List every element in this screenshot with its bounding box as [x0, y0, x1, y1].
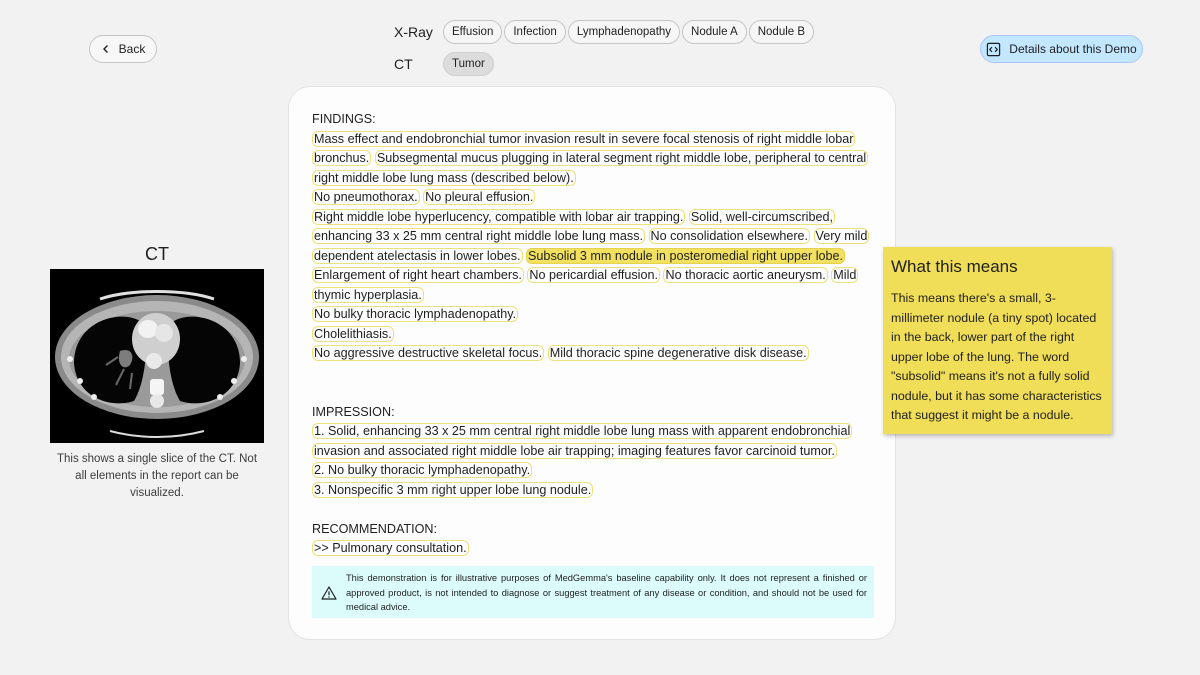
finding-span[interactable]: No aggressive destructive skeletal focus. — [314, 346, 543, 360]
recommendation-span[interactable]: >> Pulmonary consultation. — [314, 541, 467, 555]
impression-line — [312, 461, 874, 481]
findings-line — [312, 130, 874, 189]
explanation-note — [883, 247, 1112, 434]
disclaimer-box — [312, 566, 874, 618]
finding-span[interactable]: Enlargement of right heart chambers. — [314, 268, 522, 282]
xray-label: X-Ray — [394, 24, 433, 40]
finding-span[interactable]: Cholelithiasis. — [314, 326, 392, 341]
finding-span[interactable]: Mild thymic hyperplasia. — [314, 268, 857, 302]
finding-span[interactable]: Very mild dependent atelectasis in lower lobes. — [314, 229, 868, 263]
warning-icon — [321, 585, 337, 601]
code-icon — [986, 42, 1001, 57]
finding-span[interactable]: Mass effect and endobronchial tumor invasion result in severe focal stenosis of right middle lobar bronchus. — [314, 131, 854, 165]
finding-span[interactable]: No consolidation elsewhere. — [650, 229, 809, 243]
explanation-body: This means there's a small, 3-millimeter nodule (a tiny spot) located in the back, lower part of the right upper lobe of the lung. The word "subsolid" means it's not a fully solid nodule, but it has some characteristics that suggest it might be a nodule. — [891, 291, 1102, 422]
chip-effusion[interactable]: Effusion — [443, 20, 502, 44]
details-button[interactable] — [980, 35, 1143, 63]
finding-span[interactable]: No pleural effusion. — [425, 190, 534, 204]
chip-nodule-b[interactable]: Nodule B — [749, 20, 814, 44]
back-button-label: Back — [118, 42, 146, 56]
details-button-label: Details about this Demo — [1009, 42, 1137, 56]
chevron-left-icon — [101, 44, 111, 54]
finding-span[interactable]: No pneumothorax. — [314, 190, 418, 204]
findings-line — [312, 208, 874, 267]
report-text — [312, 110, 874, 559]
xray-chips — [443, 20, 814, 44]
impression-title: IMPRESSION: — [312, 404, 395, 419]
impression-span[interactable]: 3. Nonspecific 3 mm right upper lobe lung nodule. — [314, 482, 592, 497]
ct-row — [394, 52, 494, 76]
disclaimer-text: This demonstration is for illustrative purposes of MedGemma's baseline capability only. It does not represent a finished or approved product, is not intended to diagnose or suggest treatment of any disease or condition, and should not be used for medical advice. — [346, 573, 867, 612]
spacer — [312, 500, 874, 520]
image-panel-title: CT — [145, 244, 169, 264]
recommendation-line — [312, 539, 874, 559]
findings-line — [312, 305, 874, 325]
image-caption: This shows a single slice of the CT. Not all elements in the report can be visualized. — [56, 453, 258, 499]
ct-label: CT — [394, 56, 413, 72]
impression-span[interactable]: 1. Solid, enhancing 33 x 25 mm central right middle lobe lung mass with apparent endobronchial invasion and associated right middle lobe air trapping; imaging features favor carcinoid tumor. — [314, 424, 851, 458]
ct-chips — [443, 52, 494, 76]
impression-line — [312, 481, 874, 501]
xray-row — [394, 20, 814, 44]
highlighted-finding-span[interactable]: Subsolid 3 mm nodule in posteromedial right upper lobe. — [528, 248, 844, 263]
findings-line — [312, 266, 874, 305]
finding-span[interactable]: Mild thoracic spine degenerative disk disease. — [549, 346, 807, 360]
finding-span[interactable]: No bulky thoracic lymphadenopathy. — [314, 307, 517, 321]
impression-span[interactable]: 2. No bulky thoracic lymphadenopathy. — [314, 463, 531, 477]
ct-scan-image — [50, 269, 264, 443]
back-button[interactable] — [89, 35, 157, 63]
findings-title: FINDINGS: — [312, 112, 376, 126]
report-card — [288, 86, 896, 640]
finding-span[interactable]: Right middle lobe hyperlucency, compatible with lobar air trapping. — [314, 209, 684, 224]
findings-line — [312, 188, 874, 208]
recommendation-title: RECOMMENDATION: — [312, 521, 438, 536]
chip-infection[interactable]: Infection — [504, 20, 565, 44]
chip-tumor[interactable]: Tumor — [443, 52, 494, 76]
findings-line — [312, 344, 874, 364]
finding-span[interactable]: Solid, well-circumscribed, enhancing 33 x 25 mm central right middle lobe lung mass. — [314, 209, 833, 243]
finding-span[interactable]: No pericardial effusion. — [529, 268, 658, 282]
impression-line — [312, 422, 874, 461]
explanation-title: What this means — [891, 257, 1018, 276]
chip-nodule-a[interactable]: Nodule A — [682, 20, 747, 44]
spacer — [312, 364, 874, 403]
finding-span[interactable]: Subsegmental mucus plugging in lateral segment right middle lobe, peripheral to central right middle lobe lung mass (described below). — [314, 151, 867, 185]
findings-line — [312, 325, 874, 345]
chip-lymphadenopathy[interactable]: Lymphadenopathy — [568, 20, 680, 44]
finding-span[interactable]: No thoracic aortic aneurysm. — [665, 268, 826, 282]
